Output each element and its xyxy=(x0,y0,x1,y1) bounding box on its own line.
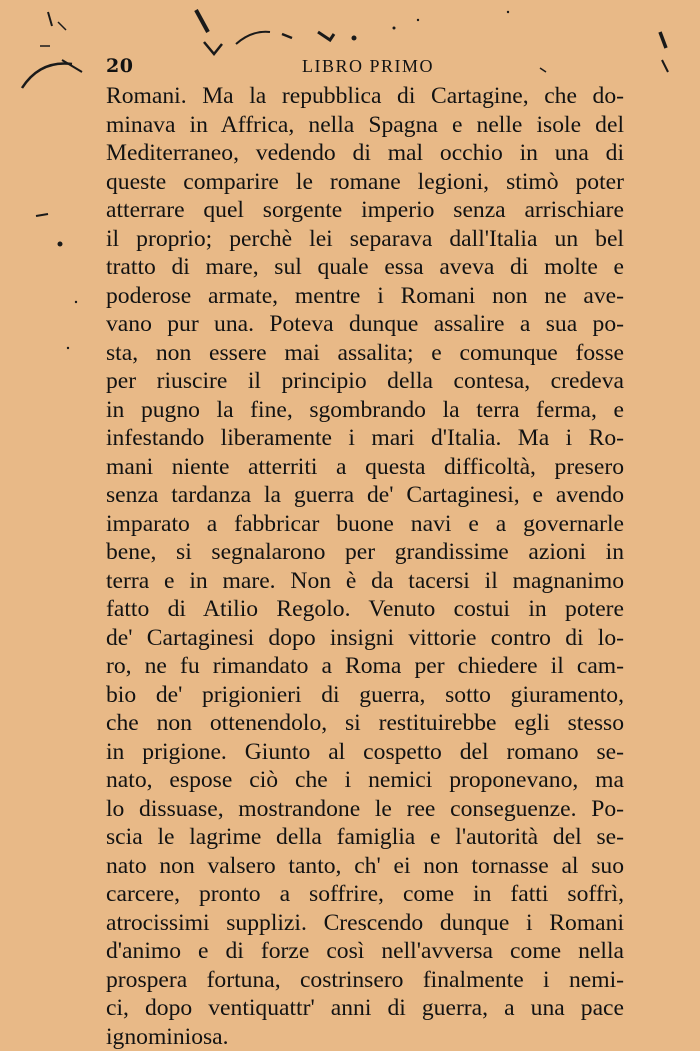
text-line: ci, dopo ventiquattr' anni di guerra, a una pace xyxy=(106,994,624,1023)
text-line: nato, espose ciò che i nemici proponevano, ma xyxy=(106,766,624,795)
text-line: atrocissimi supplizi. Crescendo dunque i Romani xyxy=(106,909,624,938)
text-line: ignominiosa. xyxy=(106,1023,624,1051)
text-line: per riuscire il principio della contesa, credeva xyxy=(106,367,624,396)
text-line: il proprio; perchè lei separava dall'Italia un bel xyxy=(106,225,624,254)
text-line: ro, ne fu rimandato a Roma per chiedere il cam- xyxy=(106,652,624,681)
text-line: minava in Affrica, nella Spagna e nelle isole del xyxy=(106,111,624,140)
text-line: atterrare quel sorgente imperio senza arrischiare xyxy=(106,196,624,225)
text-line: in prigione. Giunto al cospetto del romano se- xyxy=(106,738,624,767)
text-line: imparato a fabbricar buone navi e a governarle xyxy=(106,510,624,539)
page-number: 20 xyxy=(106,55,133,77)
text-line: lo dissuase, mostrandone le ree conseguenze. Po- xyxy=(106,795,624,824)
text-line: infestando liberamente i mari d'Italia. Ma i Ro- xyxy=(106,424,624,453)
body-text xyxy=(106,82,624,1051)
text-line: mani niente atterriti a questa difficoltà, presero xyxy=(106,453,624,482)
text-line: senza tardanza la guerra de' Cartaginesi, e avendo xyxy=(106,481,624,510)
text-line: fatto di Atilio Regolo. Venuto costui in potere xyxy=(106,595,624,624)
running-head: LIBRO PRIMO xyxy=(302,56,434,77)
text-line: carcere, pronto a soffrire, come in fatti soffrì, xyxy=(106,880,624,909)
text-line: Mediterraneo, vedendo di mal occhio in una di xyxy=(106,139,624,168)
text-line: prospera fortuna, costrinsero finalmente i nemi- xyxy=(106,966,624,995)
text-line: terra e in mare. Non è da tacersi il magnanimo xyxy=(106,567,624,596)
text-line: bene, si segnalarono per grandissime azioni in xyxy=(106,538,624,567)
text-line: de' Cartaginesi dopo insigni vittorie contro di lo- xyxy=(106,624,624,653)
text-line: poderose armate, mentre i Romani non ne ave- xyxy=(106,282,624,311)
text-line: bio de' prigionieri di guerra, sotto giuramento, xyxy=(106,681,624,710)
text-line: che non ottenendolo, si restituirebbe egli stesso xyxy=(106,709,624,738)
text-line: queste comparire le romane legioni, stimò poter xyxy=(106,168,624,197)
text-line: tratto di mare, sul quale essa aveva di molte e xyxy=(106,253,624,282)
text-line: in pugno la fine, sgombrando la terra ferma, e xyxy=(106,396,624,425)
text-line: sta, non essere mai assalita; e comunque fosse xyxy=(106,339,624,368)
page-header xyxy=(106,55,624,81)
text-line: vano pur una. Poteva dunque assalire a sua po- xyxy=(106,310,624,339)
text-line: nato non valsero tanto, ch' ei non tornasse al suo xyxy=(106,852,624,881)
text-line: scia le lagrime della famiglia e l'autorità del se- xyxy=(106,823,624,852)
text-line: Romani. Ma la repubblica di Cartagine, che do- xyxy=(106,82,624,111)
text-line: d'animo e di forze così nell'avversa come nella xyxy=(106,937,624,966)
